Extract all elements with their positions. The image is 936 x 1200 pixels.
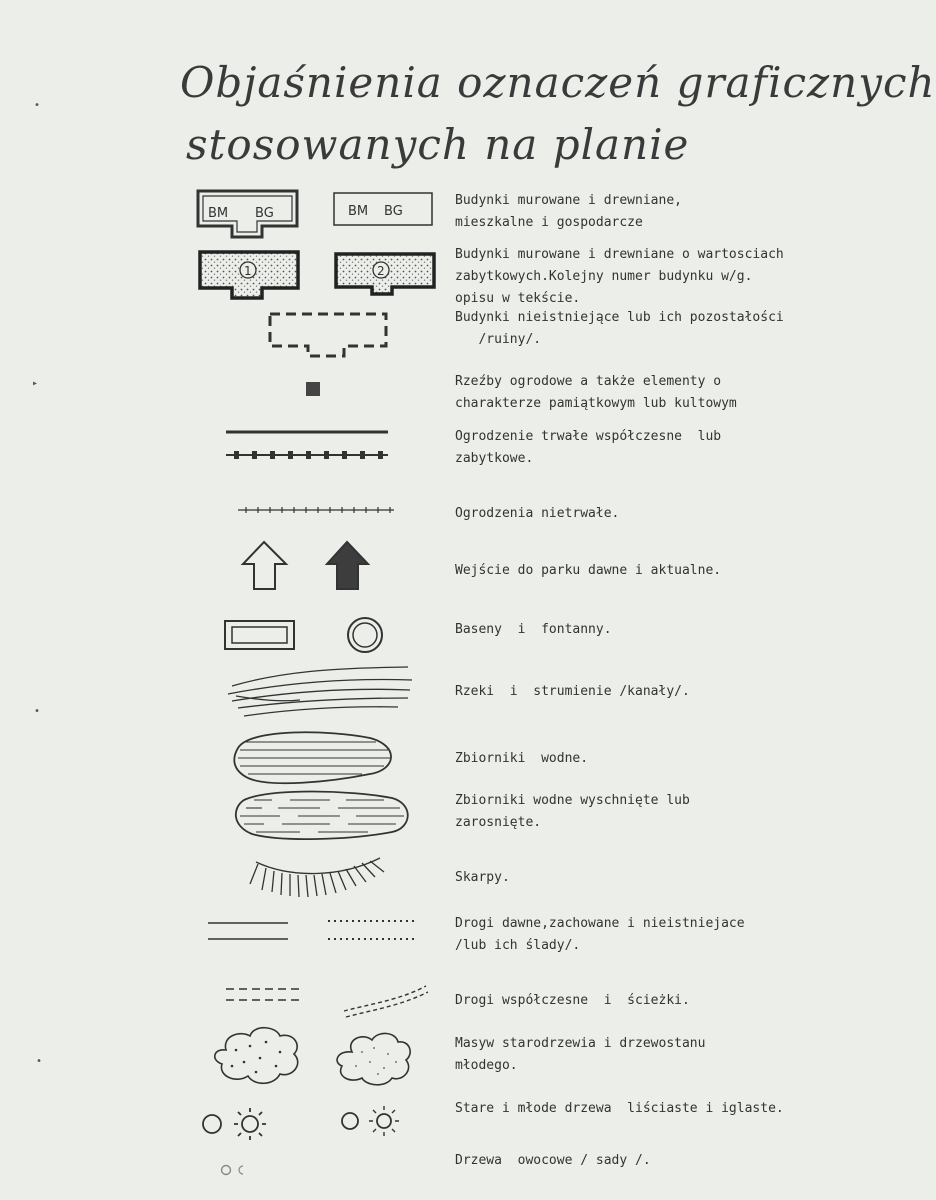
pool-fountain-icon (225, 618, 382, 652)
legend-text-dry-reservoirs: Zbiorniki wodne wyschnięte lub zarosnięte. (455, 793, 690, 830)
building-number: 1 (244, 264, 252, 278)
entrance-arrow-icon (243, 542, 368, 589)
building-label: BM (208, 206, 229, 221)
legend-text-modern-roads: Drogi współczesne i ścieżki. (455, 993, 690, 1008)
legend-text-pools: Baseny i fontanny. (455, 622, 612, 637)
legend-text-single-trees: Stare i młode drzewa liściaste i iglaste. (455, 1101, 784, 1116)
legend-text-buildings: Budynki murowane i drewniane, mieszkalne i gospodarcze (455, 193, 682, 230)
permanent-fence-icon (226, 432, 388, 459)
building-label: BG (384, 204, 403, 219)
old-roads-icon (208, 921, 416, 939)
dry-reservoir-icon (236, 792, 408, 840)
building-number: 2 (377, 264, 385, 278)
legend-text-reservoirs: Zbiorniki wodne. (455, 751, 589, 766)
historic-buildings-icon (200, 252, 434, 298)
legend-text-old-roads: Drogi dawne,zachowane i nieistniejace /lub ich ślady/. (455, 916, 745, 953)
reservoir-icon (234, 732, 391, 783)
legend-text-sculptures: Rzeźby ogrodowe a także elementy o charakterze pamiątkowym lub kultowym (455, 374, 737, 411)
single-trees-icon (203, 1106, 399, 1140)
legend-text-entrance: Wejście do parku dawne i aktualne. (455, 563, 722, 578)
legend-text-escarpments: Skarpy. (455, 870, 510, 885)
title-line-2: stosowanych na planie (186, 120, 690, 169)
buildings-icon (198, 191, 432, 237)
building-label: BG (255, 206, 274, 221)
fruit-trees-icon (222, 1166, 244, 1175)
legend-text-ruins: Budynki nieistniejące lub ich pozostałości /ruiny/. (455, 310, 784, 347)
margin-mark: • (34, 100, 41, 111)
legend-text-tree-masses: Masyw starodrzewia i drzewostanu młodego. (455, 1036, 706, 1073)
margin-mark: • (36, 1056, 43, 1067)
river-icon (228, 667, 412, 716)
tree-mass-icon (215, 1028, 410, 1085)
building-label: BM (348, 204, 369, 219)
sculpture-icon (306, 382, 320, 396)
temporary-fence-icon (238, 507, 394, 513)
margin-mark: • (34, 706, 41, 717)
margin-mark: ▸ (32, 378, 39, 389)
title-line-1: Objaśnienia oznaczeń graficznych (180, 58, 936, 107)
legend-text-permanent-fence: Ogrodzenie trwałe współczesne lub zabytkowe. (455, 429, 722, 466)
ruins-icon (270, 314, 386, 356)
modern-roads-icon (226, 986, 428, 1017)
escarpment-icon (250, 858, 384, 897)
legend-text-historic-buildings: Budynki murowane i drewniane o wartosciach zabytkowych.Kolejny numer budynku w/g. opisu w tekście. (455, 247, 784, 306)
legend-text-fruit-trees: Drzewa owocowe / sady /. (455, 1153, 651, 1168)
legend-text-temporary-fence: Ogrodzenia nietrwałe. (455, 506, 620, 521)
legend-text-rivers: Rzeki i strumienie /kanały/. (455, 684, 690, 699)
